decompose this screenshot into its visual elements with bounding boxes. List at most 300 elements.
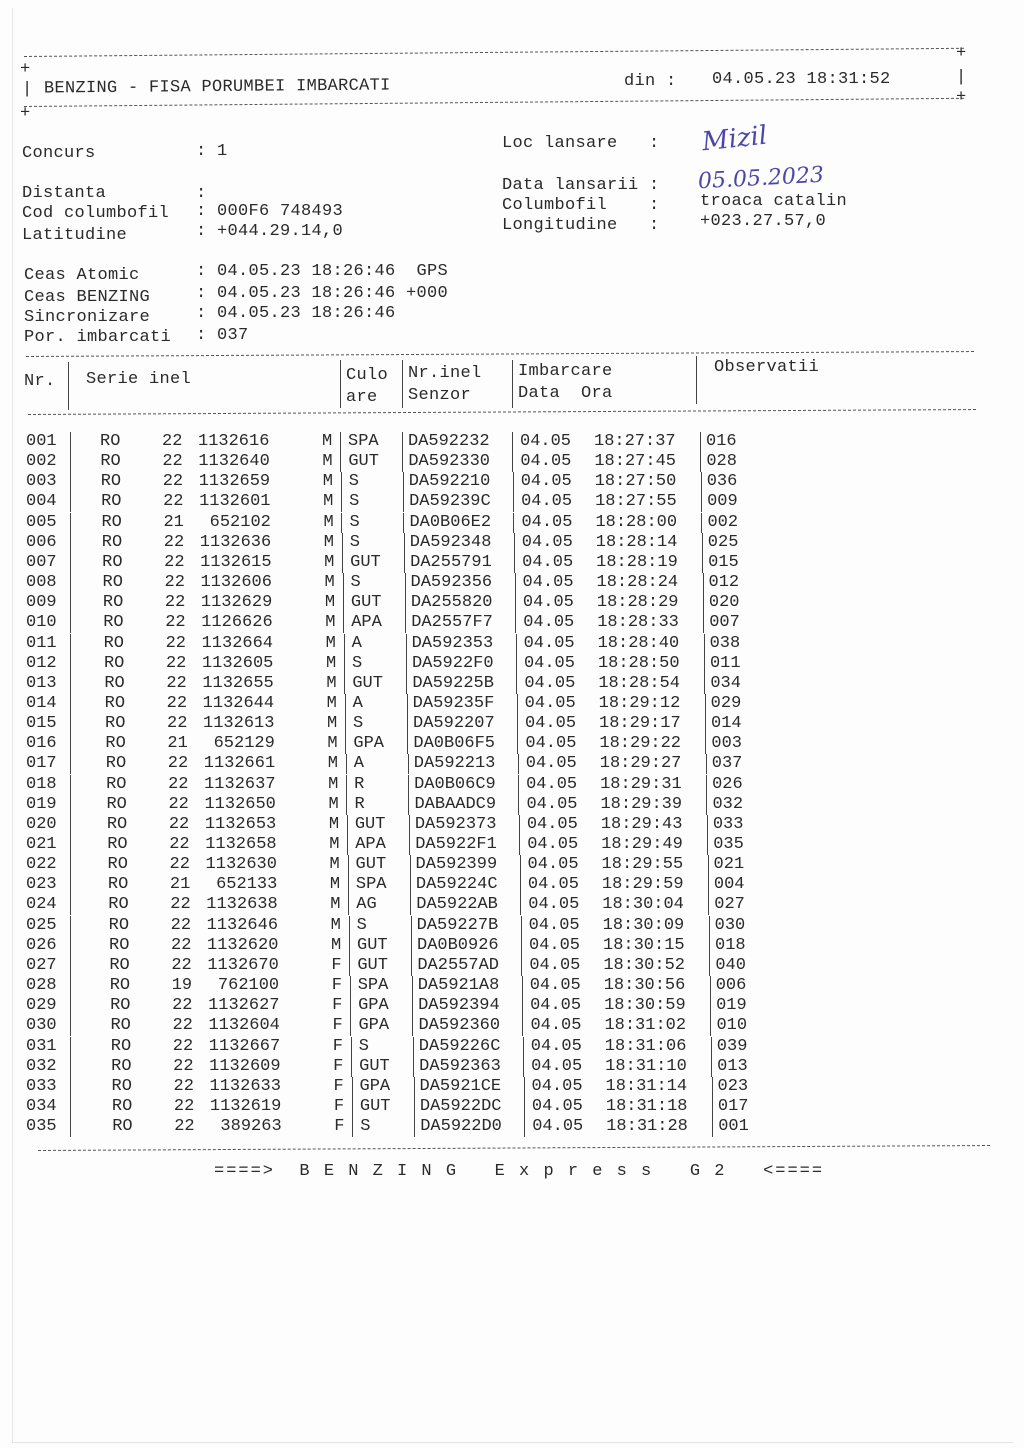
row-divider-data — [512, 432, 513, 452]
row-divider-obs — [703, 593, 704, 613]
row-divider-data — [514, 553, 515, 573]
row-sex: M — [324, 573, 335, 593]
row-divider-obs — [712, 1077, 713, 1097]
row-data: 04.05 — [521, 492, 573, 512]
row-data: 04.05 — [530, 1036, 582, 1056]
row-divider-nr — [70, 472, 71, 492]
table-row — [0, 734, 1024, 761]
row-divider-data — [524, 1117, 525, 1137]
row-data: 04.05 — [523, 613, 575, 633]
table-row — [0, 955, 1024, 988]
row-tara: RO — [101, 532, 123, 552]
row-culoare: GPA — [353, 734, 384, 754]
row-sex: M — [328, 794, 339, 814]
row-divider-sex — [340, 452, 341, 472]
row-divider-nr — [70, 1117, 71, 1137]
row-inel: 1132620 — [207, 935, 279, 955]
row-inel: 1132613 — [203, 714, 275, 734]
row-tara: RO — [110, 1016, 131, 1036]
row-divider-sex — [341, 472, 342, 492]
row-divider-senzor — [408, 775, 409, 795]
row-ora: 18:28:50 — [597, 653, 680, 673]
row-divider-nr — [70, 452, 71, 472]
row-divider-sex — [350, 1016, 351, 1036]
row-divider-sex — [348, 875, 349, 895]
row-divider-sex — [350, 976, 351, 996]
row-ora: 18:28:19 — [596, 552, 678, 572]
row-senzor: DA5922AB — [416, 895, 498, 915]
table-row — [0, 1056, 1024, 1091]
row-divider-sex — [341, 492, 342, 512]
row-divider-nr — [70, 1097, 71, 1117]
table-row — [0, 494, 1024, 514]
row-divider-senzor — [411, 956, 412, 976]
table-row — [0, 653, 1024, 679]
row-divider-obs — [710, 976, 711, 996]
row-ora: 18:29:22 — [599, 734, 682, 754]
row-obs: 019 — [716, 996, 747, 1016]
row-senzor: DA5922F0 — [411, 653, 494, 673]
columbofil-label: Columbofil : — [502, 196, 660, 215]
row-nr: 019 — [26, 794, 57, 814]
row-divider-sex — [342, 553, 343, 573]
row-senzor: DA592394 — [418, 996, 500, 1016]
ceas-atomic-label: Ceas Atomic — [24, 266, 172, 285]
title-plus-right-bottom: + — [956, 88, 967, 107]
row-data: 04.05 — [530, 1016, 582, 1036]
row-inel: 1126626 — [201, 613, 273, 633]
row-divider-data — [524, 1077, 525, 1097]
row-divider-senzor — [406, 654, 407, 674]
row-sex: M — [323, 512, 334, 532]
row-an: 22 — [168, 814, 190, 834]
row-divider-sex — [345, 694, 346, 714]
row-divider-data — [513, 472, 514, 492]
row-divider-obs — [709, 936, 710, 956]
row-senzor: DA5922DC — [419, 1096, 502, 1116]
row-ora: 18:29:27 — [599, 754, 682, 774]
row-divider-obs — [710, 996, 711, 1016]
row-divider-sex — [352, 1077, 353, 1097]
row-culoare: S — [349, 512, 360, 532]
row-inel: 1132650 — [204, 794, 276, 814]
row-divider-obs — [706, 754, 707, 774]
row-data: 04.05 — [526, 774, 578, 794]
row-senzor: DA59227B — [416, 915, 499, 935]
row-nr: 029 — [26, 996, 57, 1016]
row-divider-nr — [70, 895, 71, 915]
row-obs: 016 — [706, 432, 737, 451]
row-obs: 006 — [715, 976, 747, 996]
row-culoare: S — [349, 532, 360, 552]
row-culoare: GUT — [354, 814, 386, 834]
row-divider-data — [522, 1016, 523, 1036]
row-divider-senzor — [402, 452, 403, 472]
table-row — [0, 774, 1024, 802]
distanta-value: : — [196, 184, 207, 203]
row-divider-senzor — [405, 593, 406, 613]
row-tara: RO — [101, 512, 122, 532]
table-row — [0, 532, 1024, 555]
row-data: 04.05 — [531, 1096, 583, 1116]
row-ora: 18:28:00 — [595, 512, 678, 532]
row-senzor: DA592348 — [409, 532, 492, 552]
row-data: 04.05 — [522, 573, 574, 593]
row-divider-obs — [708, 855, 709, 875]
row-data: 04.05 — [531, 1076, 583, 1096]
row-divider-data — [518, 754, 519, 774]
row-ora: 18:28:54 — [598, 673, 680, 693]
row-sex: M — [329, 875, 341, 895]
row-culoare: R — [354, 794, 365, 814]
row-inel: 652102 — [199, 512, 271, 532]
row-culoare: S — [349, 492, 360, 512]
row-sex: M — [326, 673, 337, 693]
row-sex: M — [323, 492, 334, 512]
row-divider-data — [520, 875, 521, 895]
title-pipe-left: | — [22, 80, 33, 99]
row-tara: RO — [107, 855, 128, 875]
row-divider-senzor — [404, 533, 405, 553]
row-nr: 028 — [26, 976, 57, 996]
row-nr: 001 — [26, 432, 57, 451]
row-tara: RO — [108, 915, 130, 935]
row-divider-nr — [70, 835, 71, 855]
row-divider-obs — [712, 1097, 713, 1117]
row-an: 22 — [170, 915, 192, 935]
row-senzor: DA5921CE — [419, 1076, 502, 1096]
row-divider-obs — [708, 875, 709, 895]
row-culoare: APA — [351, 613, 382, 633]
row-obs: 030 — [714, 915, 746, 935]
row-obs: 032 — [712, 794, 744, 814]
row-sex: M — [324, 552, 335, 572]
row-sex: M — [325, 613, 336, 633]
row-senzor: DA0B06C9 — [414, 774, 496, 794]
title-plus-left-bottom: + — [20, 104, 31, 123]
row-divider-sex — [345, 734, 346, 754]
row-culoare: SPA — [355, 875, 387, 895]
row-divider-obs — [701, 492, 702, 512]
row-tara: RO — [106, 774, 127, 794]
row-divider-obs — [705, 734, 706, 754]
row-divider-nr — [70, 734, 71, 754]
table-row — [0, 835, 1024, 864]
row-an: 19 — [171, 976, 193, 996]
row-divider-senzor — [412, 976, 413, 996]
row-culoare: SPA — [348, 432, 379, 451]
row-an: 22 — [166, 673, 187, 693]
table-row — [0, 1076, 1024, 1111]
table-row — [0, 552, 1024, 576]
table-row — [0, 693, 1024, 720]
cod-columbofil-label: Cod columbofil — [22, 204, 170, 223]
row-ora: 18:31:10 — [605, 1056, 687, 1076]
row-an: 22 — [169, 835, 190, 854]
row-divider-senzor — [403, 513, 404, 533]
row-tara: RO — [102, 573, 123, 593]
row-an: 22 — [174, 1117, 195, 1137]
row-divider-nr — [70, 513, 71, 533]
row-tara: RO — [104, 693, 126, 713]
row-culoare: AG — [356, 895, 377, 915]
row-senzor: DA2557F7 — [411, 613, 493, 633]
row-ora: 18:29:31 — [600, 774, 682, 794]
table-row — [0, 714, 1024, 740]
table-row — [0, 895, 1024, 926]
row-divider-nr — [70, 654, 71, 674]
row-inel: 1132606 — [200, 573, 272, 593]
row-divider-sex — [345, 714, 346, 734]
row-divider-sex — [346, 795, 347, 815]
row-divider-senzor — [402, 432, 403, 452]
row-senzor: DA592373 — [414, 814, 497, 834]
row-ora: 18:30:09 — [602, 915, 685, 935]
por-imbarcati-label: Por. imbarcati — [24, 328, 172, 347]
row-nr: 030 — [26, 1016, 57, 1036]
row-ora: 18:28:40 — [597, 633, 680, 653]
row-divider-nr — [70, 936, 71, 956]
row-divider-data — [513, 492, 514, 512]
row-inel: 1132664 — [201, 633, 274, 653]
col-header-observatii: Observatii — [714, 358, 820, 377]
row-inel: 1132630 — [205, 855, 277, 875]
row-senzor: DA0B06F5 — [413, 734, 496, 754]
row-inel: 1132627 — [208, 996, 280, 1016]
row-obs: 014 — [711, 714, 742, 734]
row-divider-nr — [70, 976, 71, 996]
row-ora: 18:31:06 — [604, 1036, 687, 1056]
row-divider-sex — [343, 593, 344, 613]
row-divider-senzor — [409, 815, 410, 835]
row-divider-nr — [70, 1016, 71, 1036]
row-an: 22 — [173, 1056, 194, 1076]
row-senzor: DA59239C — [409, 492, 491, 512]
row-divider-nr — [70, 634, 71, 654]
row-data: 04.05 — [529, 935, 581, 955]
row-data: 04.05 — [523, 653, 575, 673]
row-inel: 389263 — [210, 1117, 282, 1137]
row-an: 22 — [163, 492, 184, 512]
row-divider-data — [512, 452, 513, 472]
row-data: 04.05 — [524, 673, 576, 693]
row-divider-nr — [70, 1057, 71, 1077]
row-an: 22 — [167, 754, 189, 774]
row-divider-sex — [352, 1117, 353, 1137]
row-sex: F — [333, 1056, 344, 1076]
row-ora: 18:29:17 — [599, 714, 681, 734]
row-tara: RO — [102, 552, 123, 572]
row-nr: 016 — [26, 734, 57, 754]
row-inel: 1132619 — [209, 1096, 282, 1116]
table-row — [0, 514, 1024, 534]
row-sex: M — [324, 593, 336, 613]
row-culoare: APA — [355, 835, 386, 854]
row-senzor: DA592356 — [410, 573, 493, 593]
row-divider-data — [518, 795, 519, 815]
row-divider-sex — [349, 956, 350, 976]
row-ora: 18:29:12 — [598, 693, 681, 713]
row-divider-data — [523, 1057, 524, 1077]
row-data: 04.05 — [524, 693, 576, 713]
row-divider-obs — [709, 956, 710, 976]
row-nr: 008 — [26, 573, 57, 593]
row-tara: RO — [106, 814, 128, 834]
row-divider-data — [517, 694, 518, 714]
row-nr: 023 — [26, 875, 57, 895]
table-row — [0, 935, 1024, 967]
row-tara: RO — [100, 452, 121, 472]
data-lansarii-label: Data lansarii : — [502, 176, 660, 195]
row-culoare: GUT — [348, 452, 379, 472]
row-divider-obs — [712, 1117, 713, 1137]
row-divider-data — [523, 1037, 524, 1057]
row-tara: RO — [107, 875, 129, 895]
row-senzor: DA592353 — [411, 633, 494, 653]
row-divider-senzor — [410, 895, 411, 915]
row-divider-senzor — [410, 875, 411, 895]
row-divider-sex — [342, 533, 343, 553]
row-divider-data — [515, 613, 516, 633]
sincronizare-label: Sincronizare — [24, 308, 172, 327]
row-an: 22 — [162, 472, 184, 492]
row-sex: M — [327, 754, 338, 774]
row-an: 22 — [171, 935, 192, 955]
row-data: 04.05 — [521, 532, 573, 552]
row-culoare: GUT — [359, 1096, 391, 1116]
row-tara: RO — [111, 1096, 133, 1116]
row-sex: M — [329, 835, 340, 854]
title-plus-right-top: + — [956, 44, 967, 63]
row-divider-senzor — [406, 674, 407, 694]
data-lansarii-handwritten: 05.05.2023 — [697, 162, 825, 195]
row-ora: 18:28:29 — [596, 593, 679, 613]
row-divider-obs — [700, 452, 701, 472]
row-inel: 1132604 — [208, 1016, 280, 1036]
row-divider-obs — [705, 694, 706, 714]
row-sex: M — [329, 855, 340, 875]
row-divider-senzor — [408, 754, 409, 774]
row-nr: 034 — [26, 1096, 57, 1116]
row-data: 04.05 — [527, 835, 579, 854]
row-sex: F — [331, 955, 342, 975]
row-data: 04.05 — [523, 633, 575, 653]
row-divider-data — [522, 996, 523, 1016]
table-row — [0, 473, 1024, 493]
loc-lansare-handwritten: Mizil — [700, 120, 769, 158]
row-divider-data — [516, 674, 517, 694]
col-divider-imbarcare — [512, 360, 513, 408]
row-culoare: GUT — [359, 1056, 390, 1076]
row-an: 22 — [169, 855, 190, 875]
page-title: BENZING - FISA PORUMBEI IMBARCATI — [43, 76, 391, 99]
row-divider-nr — [70, 855, 71, 875]
row-inel: 1132658 — [205, 835, 277, 854]
row-an: 22 — [168, 774, 189, 794]
row-divider-data — [524, 1097, 525, 1117]
col-header-nr: Nr. — [24, 372, 56, 391]
row-divider-nr — [70, 996, 71, 1016]
row-an: 22 — [162, 432, 183, 451]
row-sex: M — [331, 935, 342, 955]
row-inel: 1132615 — [200, 552, 272, 572]
row-divider-sex — [344, 654, 345, 674]
row-tara: RO — [105, 734, 126, 754]
col-divider-obs — [696, 356, 697, 404]
row-data: 04.05 — [520, 472, 572, 492]
row-inel: 1132661 — [203, 754, 276, 774]
row-nr: 032 — [26, 1056, 57, 1076]
row-divider-obs — [705, 714, 706, 734]
row-sex: F — [333, 1096, 345, 1116]
row-data: 04.05 — [520, 452, 572, 472]
row-divider-sex — [341, 513, 342, 533]
table-row — [0, 1096, 1024, 1132]
row-obs: 027 — [714, 895, 745, 915]
row-divider-senzor — [411, 936, 412, 956]
ceas-benzing-value: : 04.05.23 18:26:46 +000 — [196, 284, 449, 303]
row-nr: 014 — [26, 693, 57, 713]
row-an: 22 — [163, 532, 185, 552]
row-nr: 003 — [26, 472, 57, 492]
row-ora: 18:28:24 — [596, 573, 679, 593]
row-data: 04.05 — [521, 512, 573, 532]
row-divider-nr — [70, 875, 71, 895]
row-sex: M — [330, 895, 341, 915]
row-culoare: GUT — [357, 955, 388, 975]
row-data: 04.05 — [525, 714, 577, 734]
row-nr: 025 — [26, 915, 57, 935]
row-ora: 18:29:43 — [600, 814, 683, 834]
row-ora: 18:27:50 — [594, 472, 677, 492]
row-tara: RO — [106, 794, 127, 814]
row-data: 04.05 — [528, 915, 580, 935]
row-divider-senzor — [414, 1077, 415, 1097]
row-obs: 012 — [708, 573, 740, 593]
row-data: 04.05 — [530, 996, 582, 1016]
row-nr: 017 — [26, 754, 57, 774]
row-tara: RO — [107, 835, 128, 854]
row-ora: 18:30:59 — [604, 996, 686, 1016]
title-pipe-right: | — [956, 68, 967, 87]
row-senzor: DA59235F — [412, 693, 495, 713]
row-divider-obs — [703, 573, 704, 593]
row-divider-sex — [350, 996, 351, 1016]
row-obs: 002 — [707, 512, 739, 532]
row-divider-senzor — [403, 472, 404, 492]
row-sex: M — [322, 452, 333, 472]
row-sex: M — [327, 714, 338, 734]
col-header-culoare-2: are — [346, 388, 378, 407]
row-an: 22 — [172, 996, 193, 1016]
row-an: 22 — [172, 1036, 194, 1056]
row-divider-nr — [70, 714, 71, 734]
row-data: 04.05 — [529, 976, 581, 996]
row-data: 04.05 — [526, 814, 578, 834]
row-obs: 026 — [712, 774, 743, 794]
row-divider-nr — [70, 754, 71, 774]
row-nr: 007 — [26, 552, 57, 572]
row-culoare: S — [356, 915, 367, 935]
row-ora: 18:29:39 — [600, 794, 683, 814]
row-culoare: A — [352, 693, 363, 713]
row-divider-senzor — [404, 553, 405, 573]
row-divider-senzor — [405, 573, 406, 593]
table-row — [0, 573, 1024, 596]
row-tara: RO — [101, 492, 122, 512]
row-culoare: GUT — [352, 673, 383, 693]
row-sex: F — [332, 1016, 343, 1036]
